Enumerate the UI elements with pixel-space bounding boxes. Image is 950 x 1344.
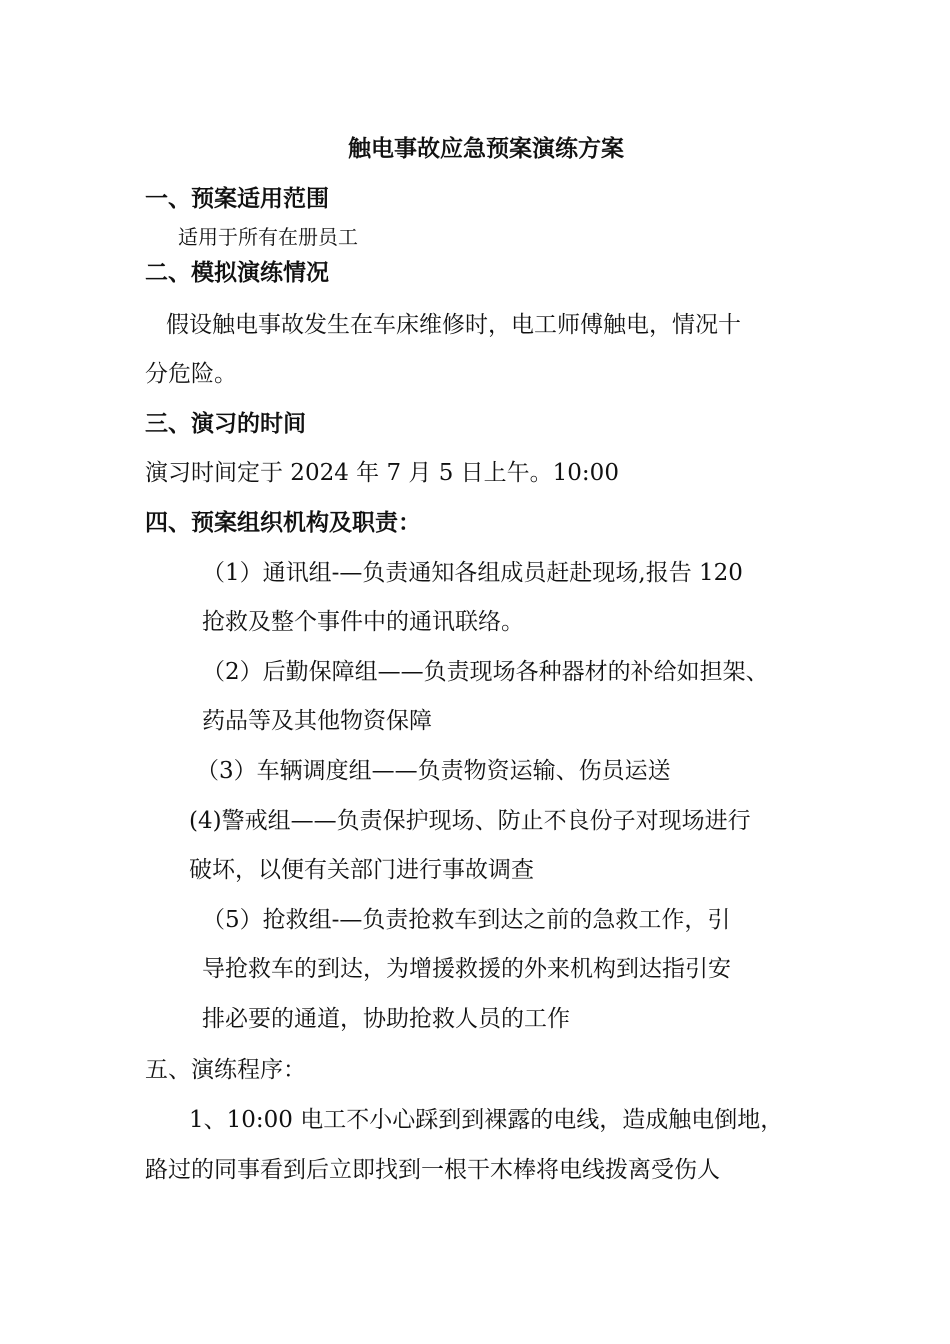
paragraph-line: 假设触电事故发生在车床维修时，电工师傅触电，情况十 (166, 312, 741, 338)
list-item-line: 药品等及其他物资保障 (202, 708, 432, 734)
list-item-line: (4)警戒组——负责保护现场、防止不良份子对现场进行 (189, 808, 751, 834)
list-item-line: 抢救及整个事件中的通讯联络。 (202, 609, 524, 635)
list-item-line: 破坏，以便有关部门进行事故调查 (189, 857, 534, 883)
list-item-line: （5）抢救组-—负责抢救车到达之前的急救工作，引 (202, 907, 731, 933)
paragraph-line: 演习时间定于 2024 年 7 月 5 日上午。10:00 (145, 460, 619, 486)
list-item-line: 排必要的通道，协助抢救人员的工作 (202, 1006, 570, 1032)
section-heading: 三、演习的时间 (145, 411, 306, 437)
section-heading: 四、预案组织机构及职责： (145, 510, 421, 536)
list-item-line: （2）后勤保障组——负责现场各种器材的补给如担架、 (202, 659, 769, 685)
paragraph-line: 适用于所有在册员工 (178, 225, 358, 249)
list-item-line: 导抢救车的到达，为增援救援的外来机构到达指引安 (202, 956, 731, 982)
paragraph-line: 分危险。 (145, 361, 237, 387)
list-item-line: （3）车辆调度组——负责物资运输、伤员运送 (196, 758, 671, 784)
section-heading: 五、演练程序： (145, 1057, 306, 1083)
paragraph-line: 1、10:00 电工不小心踩到到裸露的电线，造成触电倒地， (189, 1107, 784, 1133)
paragraph-line: 路过的同事看到后立即找到一根干木棒将电线拨离受伤人 (145, 1157, 720, 1183)
section-heading: 二、模拟演练情况 (145, 260, 329, 286)
section-heading: 一、预案适用范围 (145, 186, 329, 212)
list-item-line: （1）通讯组-—负责通知各组成员赶赴现场,报告 120 (202, 560, 743, 586)
document-title: 触电事故应急预案演练方案 (348, 136, 624, 162)
